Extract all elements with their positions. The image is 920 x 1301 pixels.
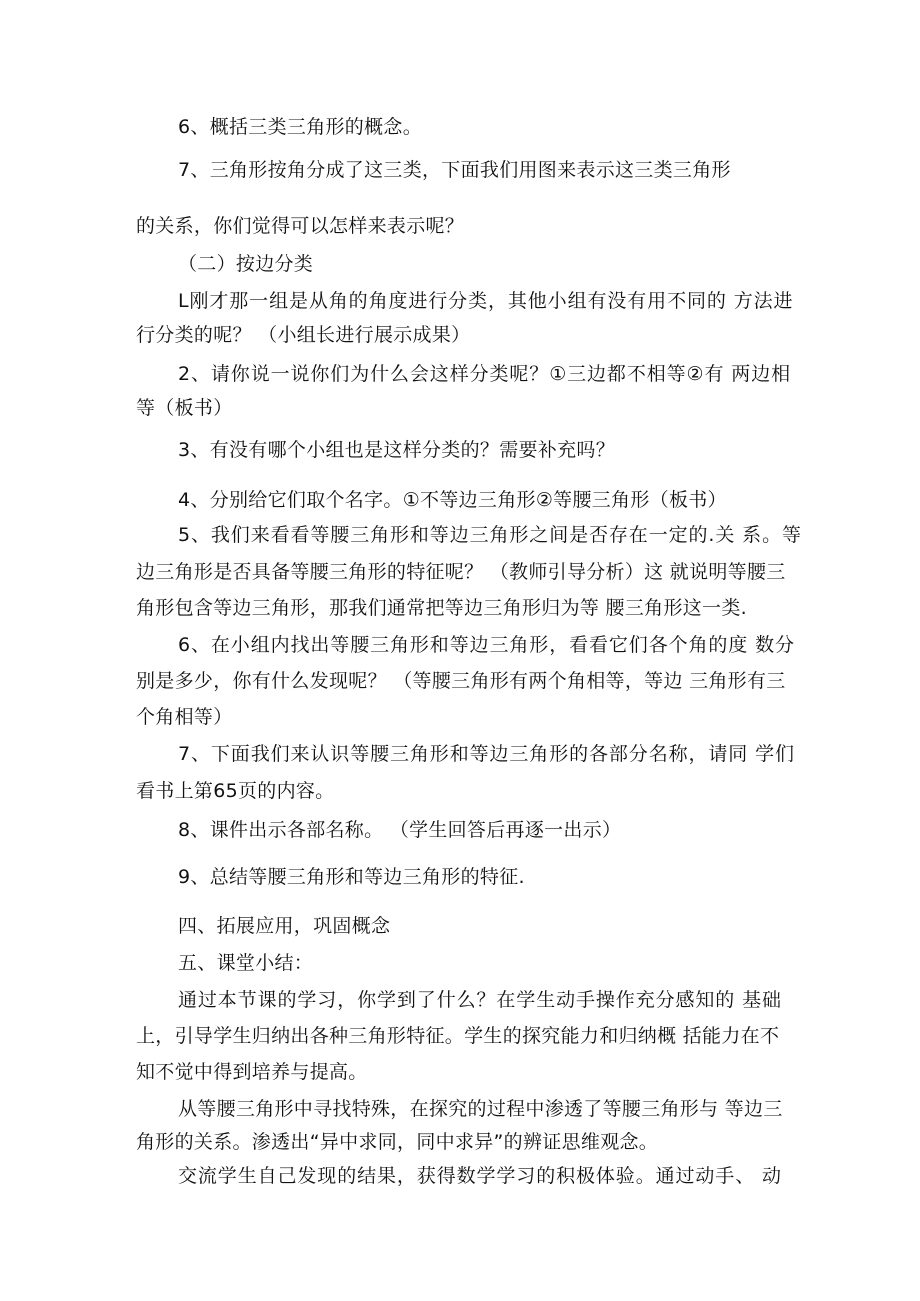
paragraph-line: 6、概括三类三角形的概念。	[178, 116, 422, 138]
paragraph-line: 等（板书）	[136, 397, 233, 419]
paragraph-line: 7、下面我们来认识等腰三角形和等边三角形的各部分名称，请同 学们	[178, 743, 795, 765]
section-heading: 五、课堂小结：	[178, 952, 314, 974]
paragraph-line: 上，引导学生归纳出各种三角形特征。学生的探究能力和归纳概 括能力在不	[136, 1025, 780, 1047]
paragraph-line: 角形的关系。渗透出“异中求同，同中求异”的辨证思维观念。	[136, 1131, 659, 1153]
paragraph-line: 3、有没有哪个小组也是这样分类的？需要补充吗？	[178, 439, 615, 461]
paragraph-line: 5、我们来看看等腰三角形和等边三角形之间是否存在一定的.关 系。等	[178, 524, 802, 546]
section-heading: 四、拓展应用，巩固概念	[178, 915, 391, 937]
paragraph-line: 交流学生自己发现的结果，获得数学学习的积极体验。通过动手、 动	[178, 1165, 782, 1187]
paragraph-line: 8、课件出示各部名称。 （学生回答后再逐一出示）	[178, 819, 622, 841]
paragraph-line: 9、总结等腰三角形和等边三角形的特征.	[178, 866, 525, 888]
paragraph-line: 边三角形是否具备等腰三角形的特征呢？ （教师引导分析）这 就说明等腰三	[136, 561, 786, 583]
paragraph-line: 个角相等）	[136, 706, 233, 728]
paragraph-line: 从等腰三角形中寻找特殊，在探究的过程中渗透了等腰三角形与 等边三	[178, 1098, 783, 1120]
paragraph-line: 的关系，你们觉得可以怎样来表示呢？	[136, 215, 465, 237]
paragraph-line: 2、请你说一说你们为什么会这样分类呢？①三边都不相等②有 两边相	[178, 363, 791, 385]
paragraph-line: 通过本节课的学习，你学到了什么？在学生动手操作充分感知的 基础	[178, 989, 782, 1011]
paragraph-line: 知不觉中得到培养与提高。	[136, 1061, 368, 1083]
paragraph-line: 角形包含等边三角形，那我们通常把等边三角形归为等 腰三角形这一类.	[136, 597, 747, 619]
paragraph-line: L刚才那一组是从角的角度进行分类，其他小组有没有用不同的 方法进	[178, 290, 794, 312]
paragraph-line: 7、三角形按角分成了这三类，下面我们用图来表示这三类三角形	[178, 159, 731, 181]
paragraph-line: 看书上第65页的内容。	[136, 780, 335, 802]
paragraph-line: 6、在小组内找出等腰三角形和等边三角形，看看它们各个角的度 数分	[178, 634, 795, 656]
paragraph-line: 别是多少，你有什么发现呢？ （等腰三角形有两个角相等，等边 三角形有三	[136, 670, 786, 692]
section-heading: （二）按边分类	[178, 253, 314, 275]
paragraph-line: 4、分别给它们取个名字。①不等边三角形②等腰三角形（板书）	[178, 489, 727, 511]
paragraph-line: 行分类的呢？ （小组长进行展示成果）	[136, 324, 471, 346]
